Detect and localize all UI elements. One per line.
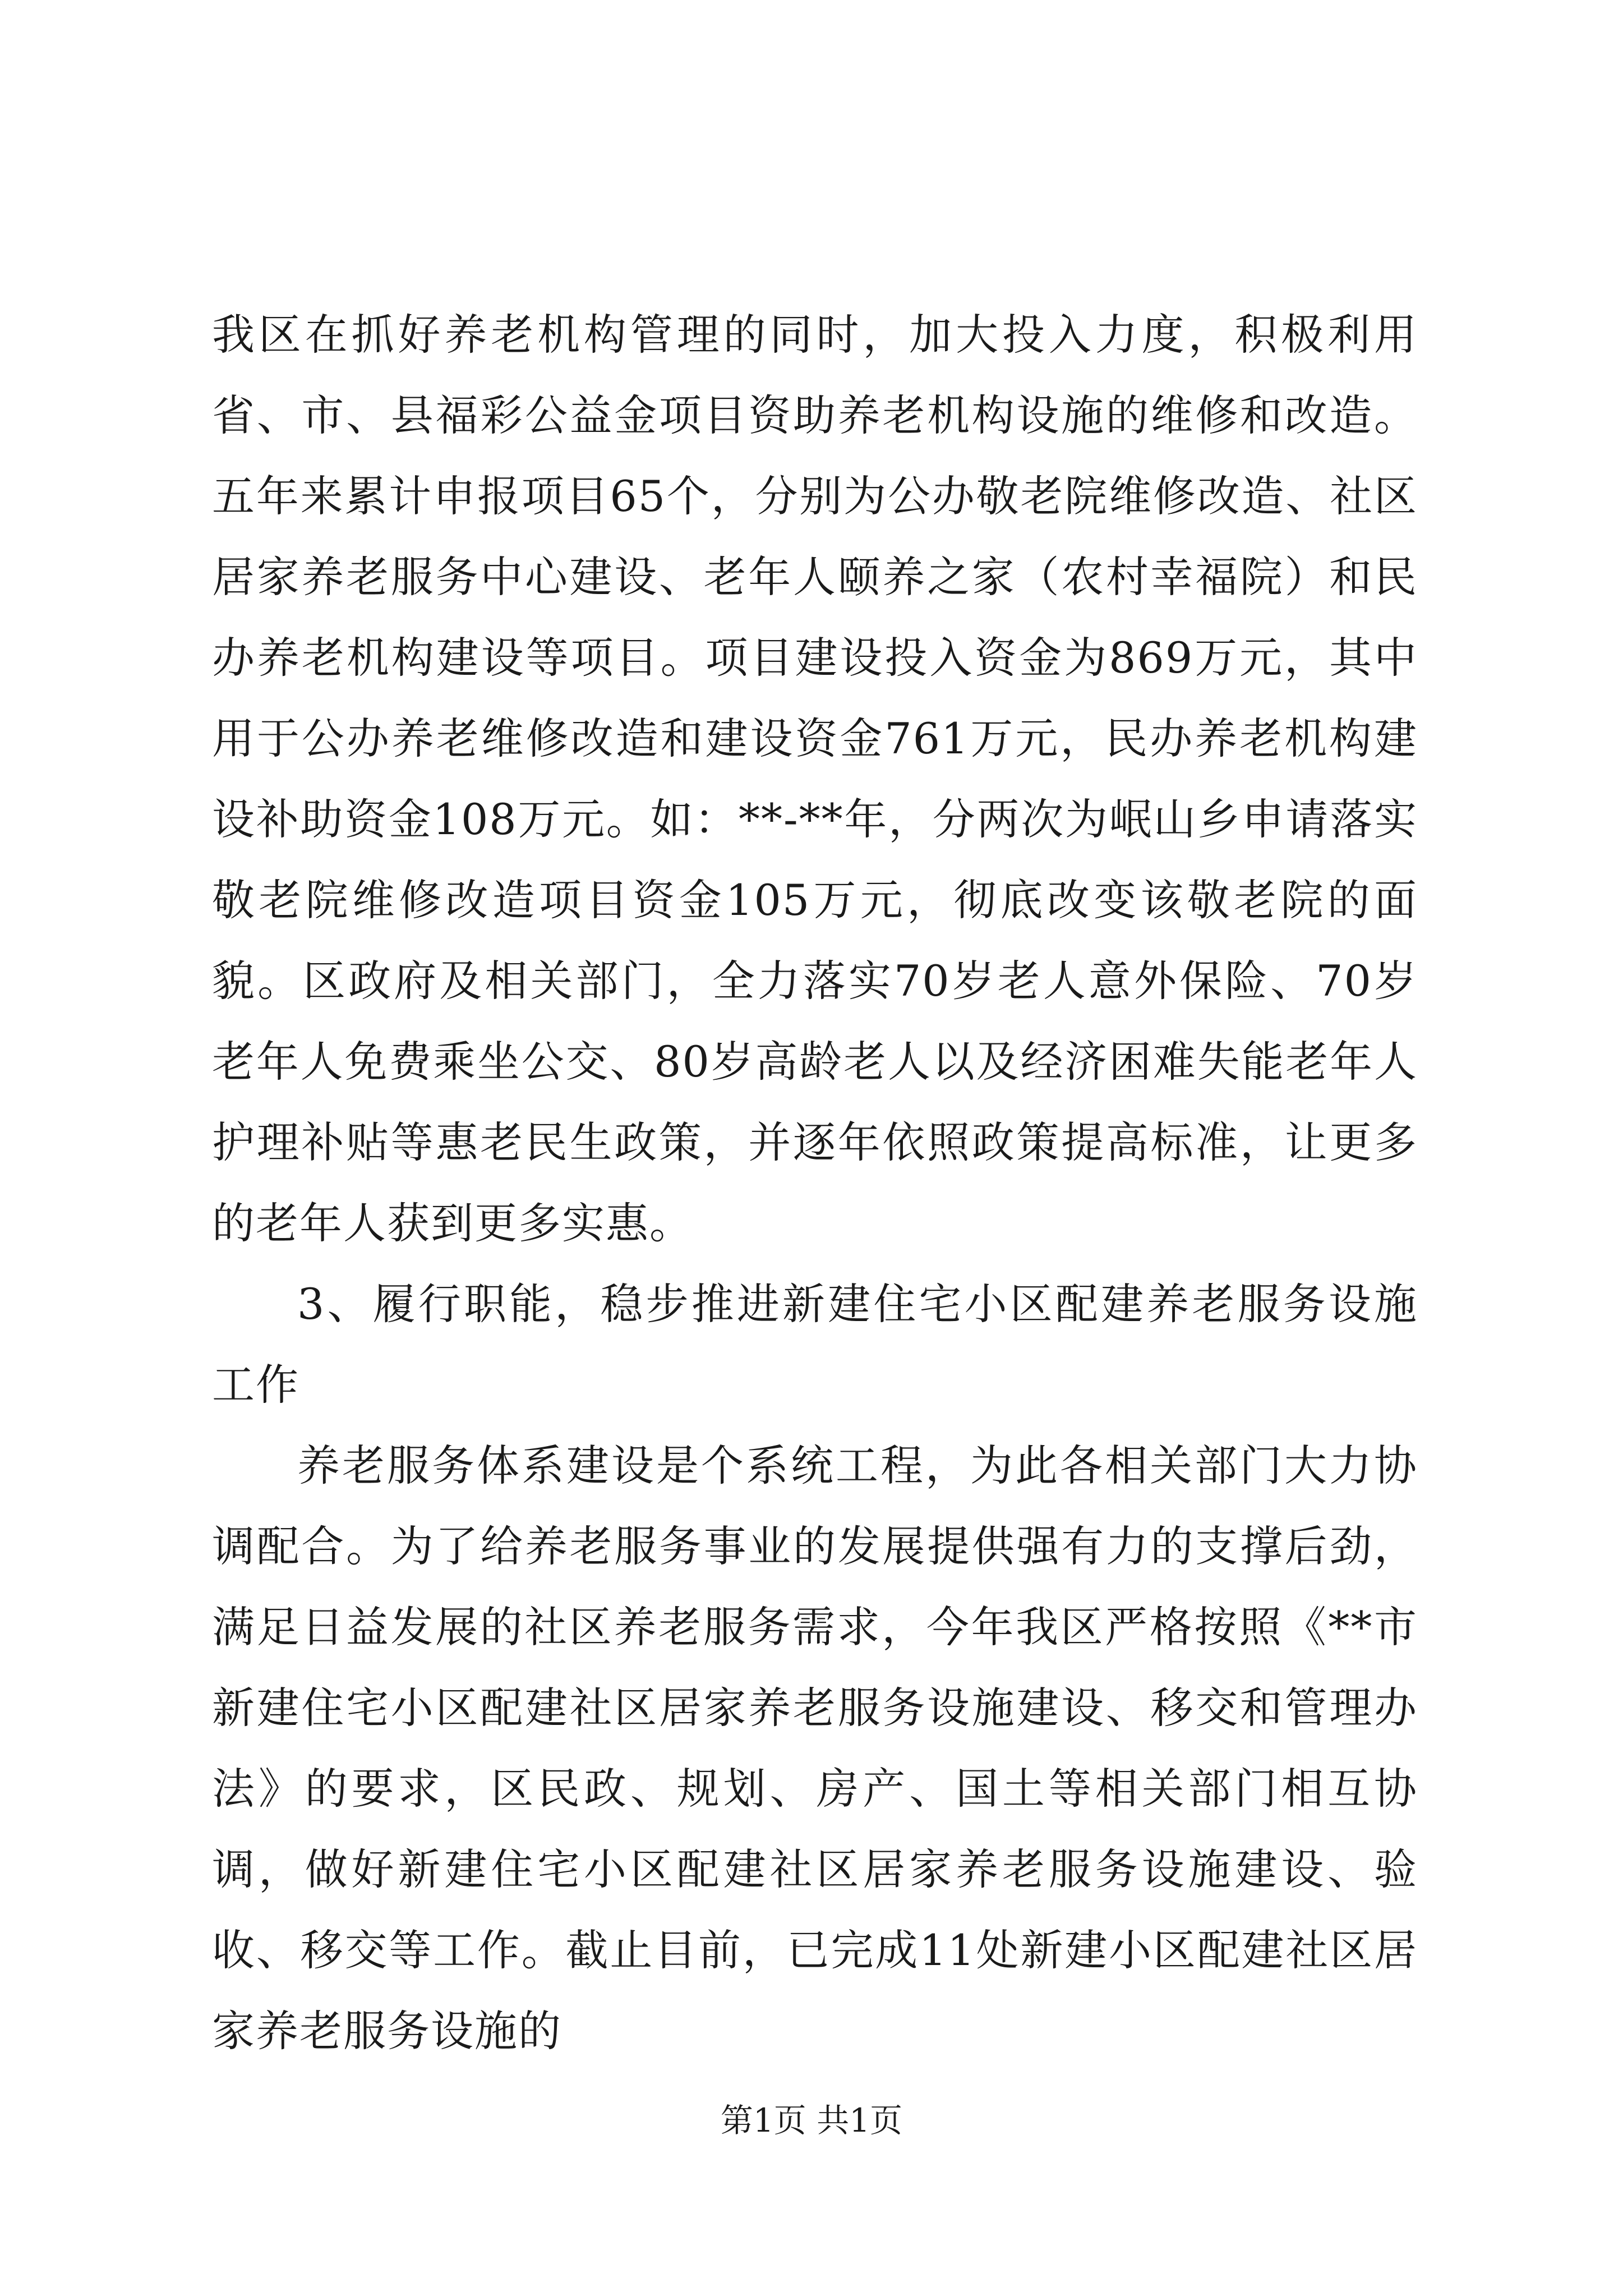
document-body bbox=[212, 295, 1418, 2072]
paragraph-funding: 我区在抓好养老机构管理的同时，加大投入力度，积极利用省、市、县福彩公益金项目资助养老机构设施的维修和改造。五年来累计申报项目65个，分别为公办敬老院维修改造、社区居家养老服务中心建设、老年人颐养之家（农村幸福院）和民办养老机构建设等项目。项目建设投入资金为869万元，其中用于公办养老维修改造和建设资金761万元，民办养老机构建设补助资金108万元。如：**-**年，分两次为岷山乡申请落实敬老院维修改造项目资金105万元，彻底改变该敬老院的面貌。区政府及相关部门，全力落实70岁老人意外保险、70岁老年人免费乘坐公交、80岁高龄老人以及经济困难失能老年人护理补贴等惠老民生政策，并逐年依照政策提高标准，让更多的老年人获到更多实惠。 bbox=[212, 310, 1418, 1248]
paragraph-facilities: 养老服务体系建设是个系统工程，为此各相关部门大力协调配合。为了给养老服务事业的发展提供强有力的支撑后劲，满足日益发展的社区养老服务需求，今年我区严格按照《**市新建住宅小区配建社区居家养老服务设施建设、移交和管理办法》的要求，区民政、规划、房产、国土等相关部门相互协调，做好新建住宅小区配建社区居家养老服务设施建设、验收、移交等工作。截止目前，已完成11处新建小区配建社区居家养老服务设施的 bbox=[212, 1441, 1418, 2056]
paragraph-heading-3: 3、履行职能，稳步推进新建住宅小区配建养老服务设施工作 bbox=[212, 1279, 1418, 1410]
page-footer: 第1页 共1页 bbox=[720, 2101, 903, 2139]
